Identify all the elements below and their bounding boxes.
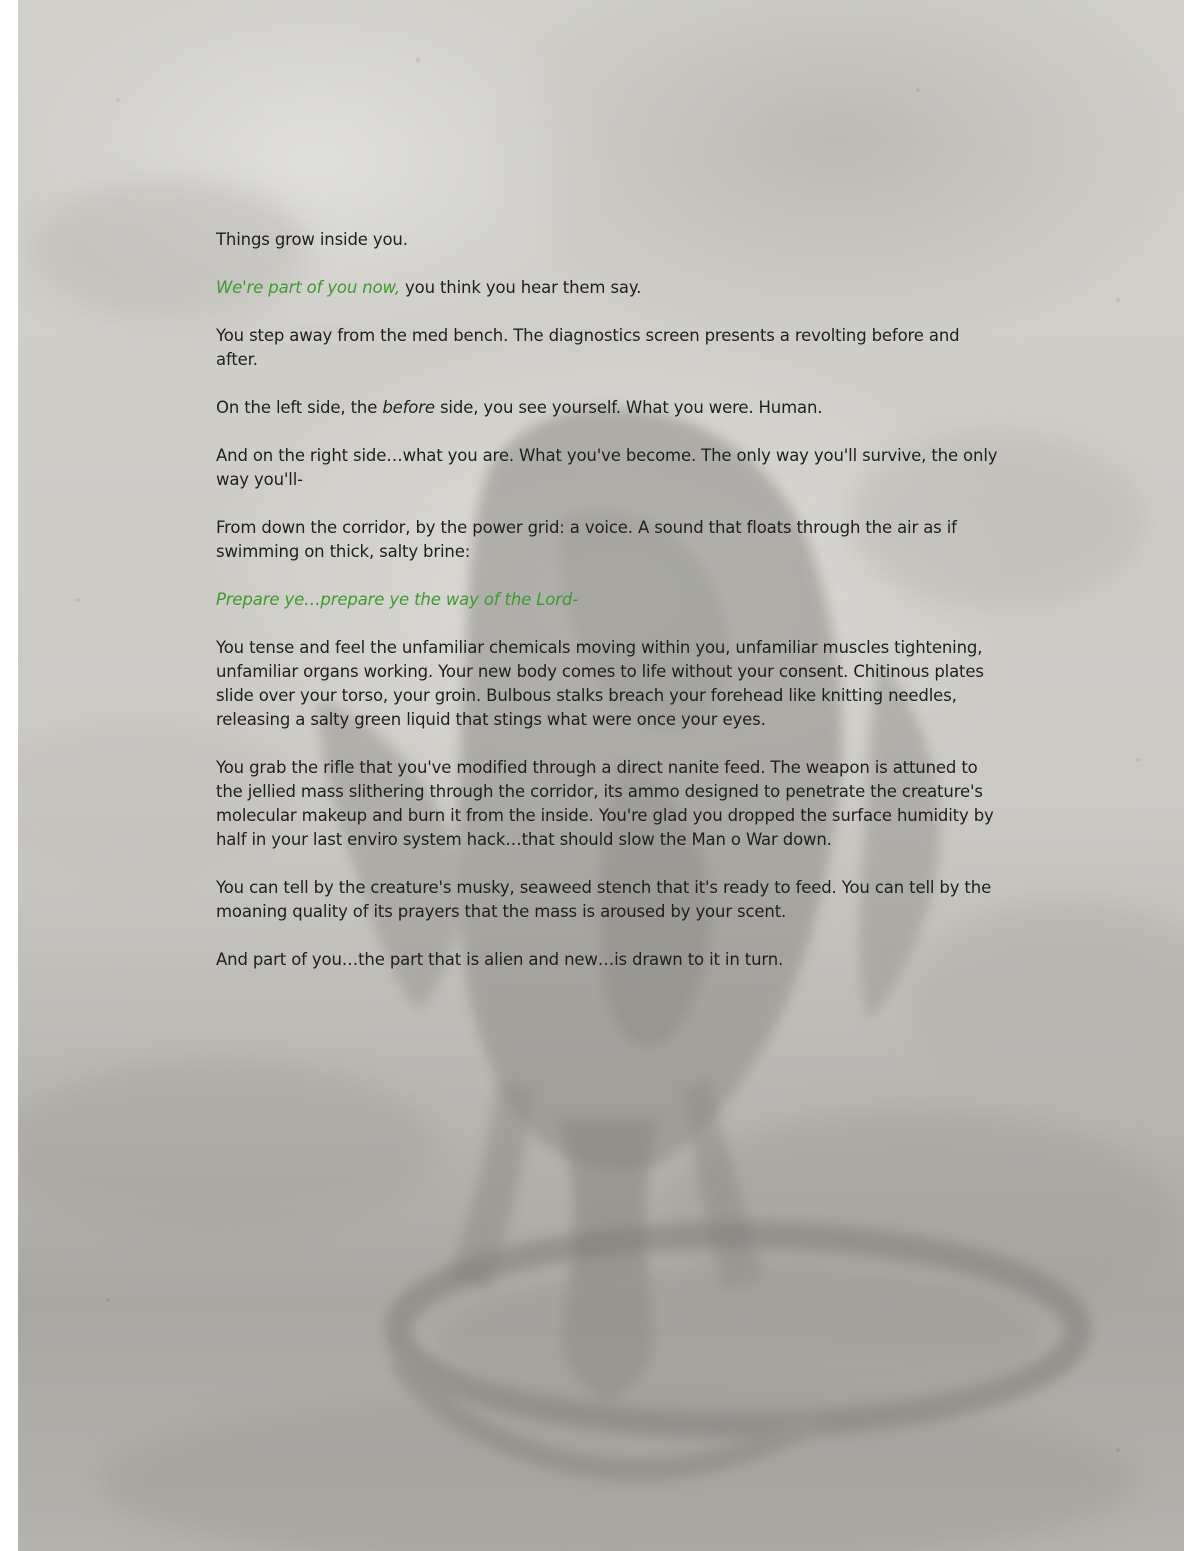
paragraph-text: And part of you…the part that is alien and new…is drawn to it in turn. [216,950,784,969]
italic-text: before [382,398,435,417]
paragraph-text: you think you hear them say. [399,278,642,297]
paragraph [216,948,1006,972]
paragraph-text: You step away from the med bench. The diagnostics screen presents a revolting before and after. [216,326,960,369]
paragraph-text: Things grow inside you. [216,230,408,249]
paragraph-text: You grab the rifle that you've modified through a direct nanite feed. The weapon is attuned to the jellied mass slithering through the corridor, its ammo designed to penetrate the creature's molecular makeup and burn it from the inside. You're glad you dropped the surface humidity by half in your last enviro system hack…that should slow the Man o War down. [216,758,994,849]
paragraph-text: You can tell by the creature's musky, seaweed stench that it's ready to feed. You can tell by the moaning quality of its prayers that the mass is aroused by your scent. [216,878,992,921]
paragraph [216,876,1006,924]
green-italic-text: Prepare ye…prepare ye the way of the Lord- [216,590,579,609]
paragraph [216,276,1006,300]
paragraph [216,444,1006,492]
paragraph [216,588,1006,612]
paragraph-text: On the left side, the [216,398,383,417]
paragraph [216,516,1006,564]
paragraph [216,756,1006,852]
paragraph-text: From down the corridor, by the power grid: a voice. A sound that floats through the air as if swimming on thick, salty brine: [216,518,957,561]
paragraph [216,228,1006,252]
paragraph [216,396,1006,420]
paragraph [216,324,1006,372]
paragraph-text: You tense and feel the unfamiliar chemicals moving within you, unfamiliar muscles tightening, unfamiliar organs working. Your new body comes to life without your consent. Chitinous plates slide over your torso, your groin. Bulbous stalks breach your forehead like knitting needles, releasing a salty green liquid that stings what were once your eyes. [216,638,984,729]
paragraph [216,636,1006,732]
story-text [216,228,1006,996]
paragraph-text: side, you see yourself. What you were. Human. [434,398,823,417]
green-italic-text: We're part of you now, [216,278,400,297]
page [18,0,1184,1551]
paragraph-text: And on the right side…what you are. What you've become. The only way you'll survive, the only way you'll- [216,446,998,489]
